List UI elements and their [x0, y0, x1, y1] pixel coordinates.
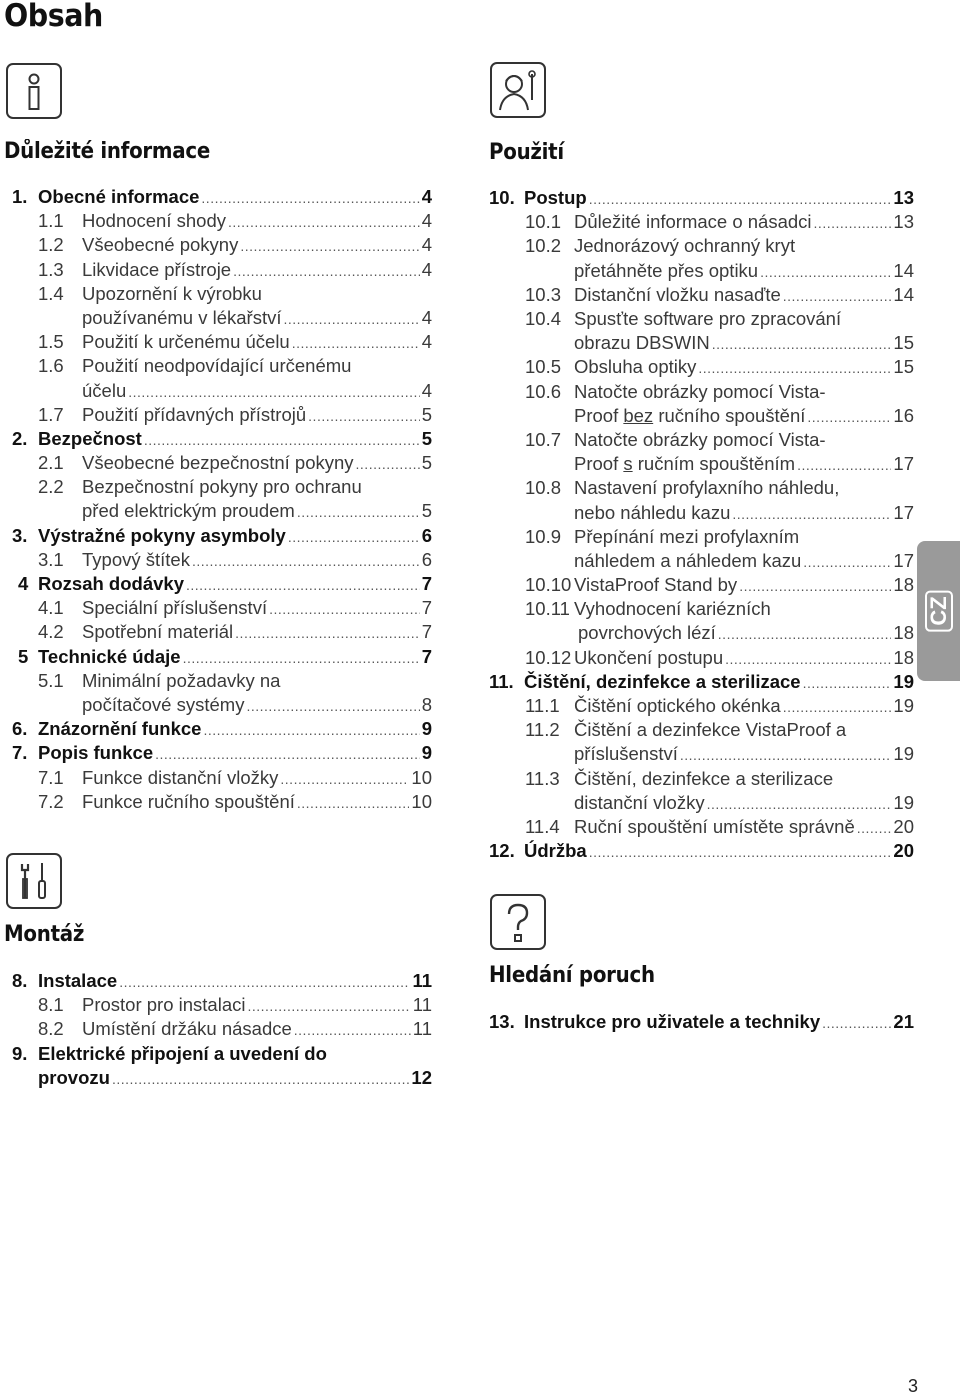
toc-dot-leader — [292, 330, 420, 355]
toc-dot-leader — [803, 670, 892, 695]
toc-entry — [10, 330, 432, 354]
toc-entry-title-continued: obrazu DBSWIN — [574, 332, 710, 354]
toc-dot-leader — [240, 233, 419, 258]
section-heading-usage: Použití — [489, 140, 564, 165]
toc-entry — [10, 620, 432, 644]
toc-dot-leader — [283, 306, 419, 331]
toc-entry-number: 10.10 — [525, 574, 572, 596]
toc-entry-number: 10.3 — [525, 283, 562, 305]
toc-entry-title: Instalace — [38, 970, 118, 991]
toc-entry-number: 10.7 — [525, 428, 562, 450]
toc-entry-page: 6 — [421, 548, 432, 570]
toc-entry-page: 13 — [893, 211, 914, 233]
toc-entry-number: 9. — [12, 1042, 28, 1064]
toc-entry-title: Popis funkce — [38, 742, 154, 764]
toc-entry-title: Ruční spouštění umístěte správně — [574, 816, 855, 838]
toc-dot-leader — [783, 694, 892, 719]
toc-dot-leader — [680, 742, 892, 767]
toc-entry — [489, 1010, 914, 1034]
toc-dot-leader — [739, 573, 891, 598]
toc-entry — [10, 1017, 432, 1041]
toc-entry-underlined-word: s — [623, 453, 633, 475]
toc-entry-number: 13. — [489, 1011, 515, 1032]
toc-dot-leader — [294, 1017, 411, 1042]
toc-entry-page: 4 — [421, 186, 432, 207]
toc-entry-page: 7 — [421, 621, 432, 643]
toc-dot-leader — [280, 766, 409, 791]
toc-dot-leader — [732, 501, 891, 526]
toc-entry-page: 5 — [421, 427, 432, 449]
toc-entry — [10, 741, 432, 765]
toc-dot-leader — [698, 355, 891, 380]
toc-entry-number: 1. — [12, 186, 28, 207]
question-icon — [490, 894, 546, 950]
toc-entry — [489, 476, 914, 524]
section-heading-troubleshooting: Hledání poruch — [489, 963, 655, 988]
toc-entry-title-part: ručního spouštění — [653, 404, 806, 426]
toc-entry-number: 2.2 — [38, 476, 64, 498]
toc-entry-title-continued — [574, 404, 805, 428]
toc-entry-title-continued: účelu — [82, 379, 127, 401]
toc-entry-page: 14 — [893, 259, 914, 281]
toc-entry-title-continued: používanému v lékařství — [82, 306, 282, 328]
toc-entry — [10, 645, 432, 669]
toc-entry-title: Nastavení profylaxního náhledu, — [574, 477, 840, 499]
toc-entry-number: 1.5 — [38, 331, 64, 353]
toc-entry-title: VistaProof Stand by — [574, 574, 738, 596]
toc-dot-leader — [857, 815, 892, 840]
toc-entry-page: 15 — [893, 356, 914, 378]
toc-entry-title: Distanční vložku nasaďte — [574, 283, 781, 305]
toc-entry-page: 15 — [893, 332, 914, 354]
toc-entry-title: Funkce distanční vložky — [82, 766, 279, 788]
toc-entry-number: 6. — [12, 718, 28, 740]
toc-entry-title: Důležité informace o násadci — [574, 211, 812, 233]
toc-entry-number: 8.1 — [38, 994, 64, 1016]
toc-assembly — [10, 969, 432, 1090]
toc-entry-number: 10.12 — [525, 646, 572, 668]
toc-entry-number: 1.7 — [38, 403, 64, 425]
toc-entry-page: 14 — [893, 283, 914, 305]
toc-entry-page: 19 — [893, 695, 914, 717]
toc-dot-leader — [707, 791, 892, 816]
toc-dot-leader — [814, 210, 892, 235]
toc-entry-title: Instrukce pro uživatele a techniky — [524, 1011, 821, 1032]
toc-entry-title: Výstražné pokyny asymboly — [38, 524, 286, 546]
toc-entry-number: 7. — [12, 742, 28, 764]
toc-entry-page: 17 — [893, 501, 914, 523]
toc-entry-page: 4 — [421, 379, 432, 401]
toc-entry-title: Natočte obrázky pomocí Vista- — [574, 428, 826, 450]
toc-dot-leader — [128, 379, 419, 404]
toc-entry — [489, 525, 914, 573]
toc-entry-title: Technické údaje — [38, 645, 181, 667]
toc-entry — [10, 969, 432, 993]
toc-dot-leader — [246, 693, 419, 718]
toc-entry-page: 18 — [893, 646, 914, 668]
toc-entry-title: Jednorázový ochranný kryt — [574, 235, 796, 257]
toc-dot-leader — [192, 548, 420, 573]
toc-entry-page: 4 — [421, 331, 432, 353]
page-title: Obsah — [4, 0, 103, 34]
toc-entry — [10, 354, 432, 402]
toc-entry-title-continued: příslušenství — [574, 743, 678, 765]
toc-usage — [489, 186, 914, 863]
toc-dot-leader — [589, 186, 892, 211]
toc-entry — [10, 233, 432, 257]
toc-entry-title-continued: povrchových lézí — [578, 622, 716, 644]
toc-dot-leader — [725, 646, 891, 671]
toc-entry-page: 5 — [421, 403, 432, 425]
toc-dot-leader — [201, 185, 419, 210]
toc-entry-title: Funkce ručního spouštění — [82, 790, 295, 812]
toc-dot-leader — [183, 645, 420, 670]
toc-entry-title: Všeobecné pokyny — [82, 234, 239, 256]
toc-entry-title-continued: provozu — [38, 1066, 110, 1088]
toc-entry — [10, 258, 432, 282]
toc-entry-page: 4 — [421, 258, 432, 280]
toc-entry-title: Vyhodnocení kariézních — [574, 598, 771, 620]
toc-troubleshooting — [489, 1010, 914, 1034]
toc-entry-number: 4 — [18, 573, 29, 595]
toc-important — [10, 185, 432, 814]
toc-entry-page: 5 — [421, 452, 432, 474]
toc-entry — [10, 1042, 432, 1090]
toc-entry-title: Upozornění k výrobku — [82, 282, 262, 304]
toc-entry-title: Spotřební materiál — [82, 621, 234, 643]
toc-entry-title-continued: před elektrickým proudem — [82, 500, 295, 522]
toc-entry-page: 20 — [893, 840, 914, 862]
toc-entry-title: Spusťte software pro zpracování — [574, 307, 842, 329]
toc-dot-leader — [112, 1066, 409, 1091]
toc-dot-leader — [228, 209, 420, 234]
toc-dot-leader — [803, 549, 891, 574]
toc-entry-title: Údržba — [524, 840, 587, 862]
toc-dot-leader — [297, 499, 420, 524]
toc-entry-title: Umístění držáku násadce — [82, 1018, 292, 1040]
toc-entry — [10, 572, 432, 596]
toc-entry-title: Minimální požadavky na — [82, 669, 281, 691]
toc-entry-number: 10.8 — [525, 477, 562, 499]
toc-entry-title: Čištění, dezinfekce a sterilizace — [574, 767, 834, 789]
toc-entry-title-continued: přetáhněte přes optiku — [574, 259, 759, 281]
tools-icon — [6, 853, 62, 909]
toc-dot-leader — [288, 524, 420, 549]
toc-dot-leader — [356, 451, 420, 476]
toc-entry-number: 1.4 — [38, 282, 64, 304]
toc-entry-page: 19 — [893, 743, 914, 765]
toc-entry-page: 12 — [411, 1066, 432, 1088]
toc-entry-page: 7 — [421, 573, 432, 595]
toc-entry — [489, 670, 914, 694]
toc-entry-title: Postup — [524, 187, 587, 208]
toc-dot-leader — [783, 283, 892, 308]
toc-entry — [489, 839, 914, 863]
toc-entry — [10, 185, 432, 209]
toc-entry-title: Speciální příslušenství — [82, 597, 268, 619]
toc-dot-leader — [203, 717, 419, 742]
toc-entry-page: 10 — [411, 766, 432, 788]
toc-entry-title: Ukončení postupu — [574, 646, 724, 668]
toc-entry — [489, 815, 914, 839]
toc-entry-number: 11.1 — [525, 695, 560, 717]
toc-entry — [10, 475, 432, 523]
toc-dot-leader — [797, 452, 891, 477]
toc-entry-page: 4 — [421, 234, 432, 256]
toc-entry-page: 19 — [893, 791, 914, 813]
toc-entry-number: 4.1 — [38, 597, 64, 619]
toc-dot-leader — [155, 741, 420, 766]
toc-dot-leader — [589, 839, 892, 864]
toc-entry-page: 18 — [893, 574, 914, 596]
toc-dot-leader — [297, 790, 410, 815]
toc-entry-page: 21 — [893, 1011, 914, 1032]
toc-entry-page: 4 — [421, 306, 432, 328]
toc-dot-leader — [144, 427, 420, 452]
toc-entry-page: 19 — [893, 670, 914, 692]
toc-entry-number: 7.1 — [38, 766, 64, 788]
toc-entry — [10, 790, 432, 814]
toc-entry-title: Přepínání mezi profylaxním — [574, 525, 800, 547]
toc-entry-number: 10.5 — [525, 356, 562, 378]
toc-entry — [489, 210, 914, 234]
toc-entry — [489, 355, 914, 379]
toc-dot-leader — [807, 404, 891, 429]
user-icon — [490, 62, 546, 118]
toc-entry-page: 20 — [893, 816, 914, 838]
toc-entry-number: 3.1 — [38, 548, 64, 570]
toc-entry-title: Prostor pro instalaci — [82, 994, 246, 1016]
toc-entry-page: 16 — [893, 404, 914, 426]
toc-entry-title: Použití k určenému účelu — [82, 331, 290, 353]
section-heading-assembly: Montáž — [4, 922, 85, 947]
toc-entry-number: 11.4 — [525, 816, 560, 838]
toc-entry-page: 4 — [421, 210, 432, 232]
toc-entry-title-part: Proof — [574, 453, 624, 475]
toc-entry — [489, 186, 914, 210]
toc-entry-number: 1.1 — [38, 210, 64, 232]
toc-entry-number: 12. — [489, 840, 515, 862]
toc-entry — [10, 548, 432, 572]
toc-entry-page: 17 — [893, 549, 914, 571]
toc-entry — [10, 669, 432, 717]
toc-entry — [10, 717, 432, 741]
toc-entry-number: 2.1 — [38, 452, 64, 474]
toc-entry — [489, 428, 914, 476]
section-heading-important: Důležité informace — [4, 139, 211, 164]
toc-entry-title: Hodnocení shody — [82, 210, 226, 232]
toc-entry-title-continued: distanční vložky — [574, 791, 705, 813]
toc-entry-number: 11.3 — [525, 767, 560, 789]
toc-entry-number: 11. — [489, 670, 514, 692]
toc-entry-title: Použití přídavných přístrojů — [82, 403, 307, 425]
toc-entry — [489, 234, 914, 282]
toc-entry — [489, 380, 914, 428]
toc-entry-number: 1.2 — [38, 234, 64, 256]
toc-entry — [10, 993, 432, 1017]
toc-entry-title: Rozsah dodávky — [38, 573, 184, 595]
toc-entry-number: 10.1 — [525, 211, 562, 233]
toc-entry — [489, 694, 914, 718]
toc-entry-page: 10 — [411, 790, 432, 812]
toc-entry-page: 11 — [412, 970, 432, 991]
toc-entry-page: 7 — [421, 597, 432, 619]
page-number: 3 — [907, 1376, 918, 1396]
toc-entry — [10, 427, 432, 451]
toc-entry — [10, 403, 432, 427]
toc-entry-number: 10.9 — [525, 525, 562, 547]
toc-entry-number: 10. — [489, 187, 515, 208]
toc-entry-underlined-word: bez — [623, 404, 654, 426]
toc-entry-page: 6 — [421, 524, 432, 546]
toc-entry-page: 13 — [893, 187, 914, 208]
toc-entry-title: Použití neodpovídající určenému — [82, 355, 352, 377]
toc-entry — [489, 767, 914, 815]
toc-entry-page: 9 — [421, 742, 432, 764]
toc-entry-page: 7 — [421, 645, 432, 667]
toc-entry-title-part: Proof — [574, 404, 624, 426]
toc-entry-page: 11 — [412, 994, 432, 1016]
toc-entry-number: 1.6 — [38, 355, 64, 377]
info-icon — [6, 63, 62, 119]
toc-entry-number: 8. — [12, 970, 28, 991]
toc-entry-number: 11.2 — [525, 719, 560, 741]
toc-entry-page: 18 — [893, 622, 914, 644]
toc-entry-page: 11 — [412, 1018, 432, 1040]
toc-entry-number: 1.3 — [38, 258, 64, 280]
toc-entry-title-continued: počítačové systémy — [82, 693, 245, 715]
toc-dot-leader — [247, 993, 410, 1018]
toc-entry-title: Všeobecné bezpečnostní pokyny — [82, 452, 354, 474]
toc-entry-title: Bezpečnostní pokyny pro ochranu — [82, 476, 362, 498]
toc-entry-title-continued — [574, 452, 795, 476]
toc-entry-number: 3. — [12, 524, 28, 546]
toc-entry-title: Likvidace přístroje — [82, 258, 232, 280]
toc-entry-number: 10.4 — [525, 307, 562, 329]
toc-entry — [489, 646, 914, 670]
toc-entry-title: Natočte obrázky pomocí Vista- — [574, 380, 826, 402]
toc-entry-page: 9 — [421, 718, 432, 740]
toc-entry-title: Bezpečnost — [38, 427, 142, 449]
toc-entry — [489, 573, 914, 597]
toc-entry-page: 5 — [421, 500, 432, 522]
toc-entry-number: 7.2 — [38, 790, 64, 812]
toc-entry-number: 4.2 — [38, 621, 64, 643]
toc-entry-title: Typový štítek — [82, 548, 190, 570]
toc-entry — [10, 209, 432, 233]
toc-dot-leader — [233, 258, 420, 283]
toc-entry-title: Elektrické připojení a uvedení do — [38, 1042, 327, 1064]
toc-entry-number: 2. — [12, 427, 28, 449]
toc-entry-title: Znázornění funkce — [38, 718, 202, 740]
toc-entry — [10, 451, 432, 475]
toc-dot-leader — [269, 596, 420, 621]
toc-entry-number: 10.6 — [525, 380, 562, 402]
toc-entry — [489, 597, 914, 645]
toc-entry — [10, 766, 432, 790]
toc-dot-leader — [119, 969, 410, 994]
toc-entry-title: Obecné informace — [38, 186, 200, 207]
toc-dot-leader — [718, 621, 892, 646]
toc-entry-page: 17 — [893, 453, 914, 475]
toc-entry-page: 8 — [421, 693, 432, 715]
toc-entry-title: Čištění a dezinfekce VistaProof a — [574, 719, 847, 741]
toc-entry-title: Obsluha optiky — [574, 356, 697, 378]
toc-entry-title-continued: náhledem a náhledem kazu — [574, 549, 802, 571]
toc-entry-number: 10.11 — [525, 598, 570, 620]
toc-entry — [489, 307, 914, 355]
toc-dot-leader — [186, 572, 420, 597]
language-tab-label: CZ — [925, 590, 953, 631]
language-tab — [917, 541, 960, 681]
toc-entry-number: 5.1 — [38, 669, 64, 691]
toc-entry — [10, 282, 432, 330]
toc-entry — [489, 718, 914, 766]
toc-dot-leader — [712, 331, 892, 356]
toc-dot-leader — [235, 620, 420, 645]
toc-entry-number: 8.2 — [38, 1018, 64, 1040]
toc-dot-leader — [822, 1010, 891, 1035]
toc-entry-number: 5 — [18, 645, 29, 667]
toc-entry-number: 10.2 — [525, 235, 562, 257]
toc-entry — [489, 283, 914, 307]
toc-dot-leader — [308, 403, 420, 428]
toc-entry-title-part: ručním spouštěním — [632, 453, 796, 475]
toc-entry — [10, 524, 432, 548]
toc-entry-title: Čištění optického okénka — [574, 695, 781, 717]
toc-entry — [10, 596, 432, 620]
toc-dot-leader — [760, 259, 891, 284]
toc-entry-title: Čištění, dezinfekce a sterilizace — [524, 670, 801, 692]
toc-entry-title-continued: nebo náhledu kazu — [574, 501, 731, 523]
